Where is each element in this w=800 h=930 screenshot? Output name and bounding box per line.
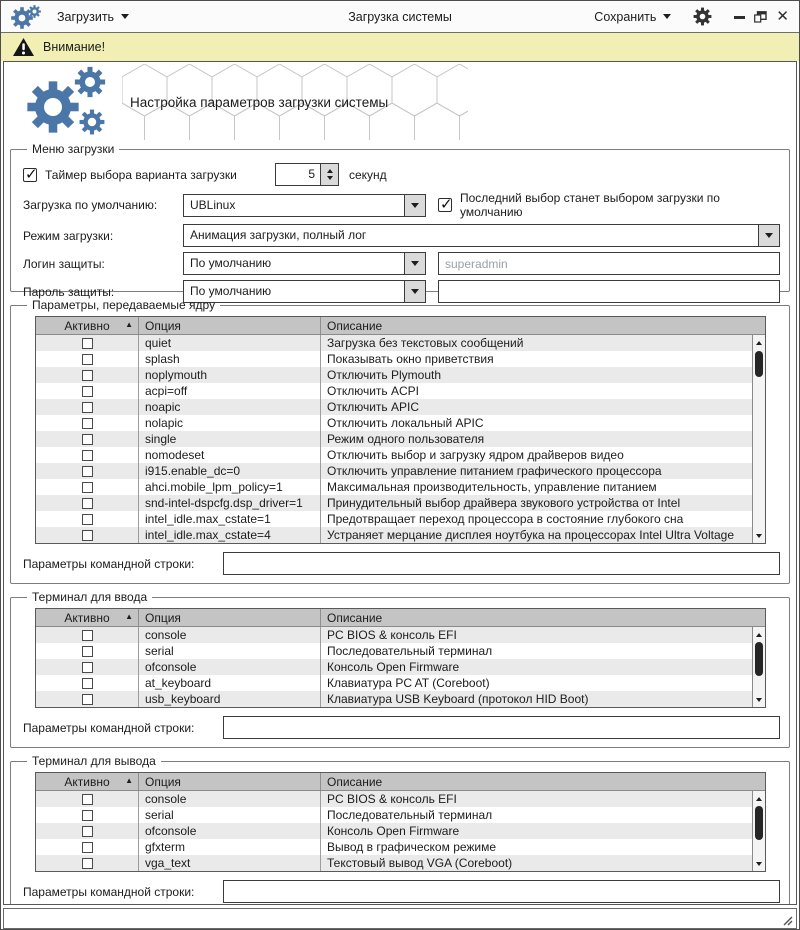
row-option: i915.enable_dc=0	[139, 463, 321, 479]
column-header-active[interactable]: Активно ▲	[36, 773, 139, 790]
sort-ascending-icon: ▲	[125, 320, 133, 329]
output-cmdline-input[interactable]	[223, 880, 780, 903]
row-description: Текстовый вывод VGA (Coreboot)	[327, 856, 513, 870]
app-logo-gears-icon	[11, 5, 41, 29]
last-choice-label: Последний выбор станет выбором загрузки по умолчанию	[460, 191, 720, 219]
output-terminal-table	[35, 772, 766, 872]
table-row[interactable]	[36, 791, 752, 807]
row-active-cell	[36, 415, 139, 431]
page-title: Настройка параметров загрузки системы	[130, 94, 389, 110]
row-active-cell	[36, 511, 139, 527]
row-checkbox[interactable]	[82, 354, 93, 365]
row-description: Режим одного пользователя	[327, 432, 485, 446]
row-option: serial	[139, 807, 321, 823]
scroll-up-icon[interactable]	[753, 336, 765, 349]
spinner-down-icon[interactable]	[327, 176, 333, 180]
row-description: Последовательный терминал	[327, 808, 493, 822]
table-row[interactable]	[36, 511, 752, 527]
combo-button[interactable]	[404, 195, 425, 216]
kernel-cmdline-row	[23, 552, 780, 575]
row-option: nolapic	[139, 415, 321, 431]
row-option: intel_idle.max_cstate=1	[139, 511, 321, 527]
row-option: serial	[139, 643, 321, 659]
row-description: Показывать окно приветствия	[327, 352, 494, 366]
row-option: single	[139, 431, 321, 447]
chevron-down-icon	[663, 14, 671, 19]
row-description: PC BIOS & консоль EFI	[327, 792, 457, 806]
boot-settings-gears-icon	[20, 65, 112, 139]
chevron-down-icon	[411, 289, 419, 294]
boot-mode-select[interactable]	[183, 224, 780, 247]
row-option: intel_idle.max_cstate=4	[139, 527, 321, 543]
table-row[interactable]	[36, 839, 752, 855]
row-checkbox[interactable]	[82, 402, 93, 413]
row-checkbox[interactable]	[82, 662, 93, 673]
table-row[interactable]	[36, 447, 752, 463]
chevron-down-icon	[121, 14, 129, 19]
row-active-cell	[36, 335, 139, 351]
boot-mode-row	[23, 224, 780, 247]
row-checkbox[interactable]	[82, 826, 93, 837]
table-row[interactable]	[36, 479, 752, 495]
chevron-down-icon	[765, 233, 773, 238]
spinner-up-icon[interactable]	[327, 169, 333, 173]
output-cmdline-label: Параметры командной строки:	[23, 884, 195, 899]
row-checkbox[interactable]	[82, 694, 93, 705]
row-checkbox[interactable]	[82, 450, 93, 461]
combo-button[interactable]	[404, 281, 425, 302]
row-checkbox[interactable]	[82, 530, 93, 541]
row-checkbox[interactable]	[82, 418, 93, 429]
timer-unit-label: секунд	[349, 167, 387, 182]
input-terminal-legend: Терминал для ввода	[32, 590, 148, 604]
login-mode-value: По умолчанию	[190, 256, 272, 270]
table-row[interactable]	[36, 431, 752, 447]
row-description: Устраняет мерцание дисплея ноутбука на процессорах Intel Ultra Voltage	[327, 528, 734, 542]
row-active-cell	[36, 823, 139, 839]
table-row[interactable]	[36, 627, 752, 643]
row-checkbox[interactable]	[82, 842, 93, 853]
table-row[interactable]	[36, 399, 752, 415]
column-header-description[interactable]: Описание	[327, 319, 383, 333]
vertical-scrollbar[interactable]	[752, 335, 765, 543]
boot-mode-label: Режим загрузки:	[23, 228, 114, 243]
default-boot-select[interactable]	[183, 194, 426, 217]
kernel-params-table	[35, 316, 766, 544]
window-title: Загрузка системы	[348, 9, 452, 24]
row-option: snd-intel-dspcfg.dsp_driver=1	[139, 495, 321, 511]
boot-menu-section	[10, 142, 790, 299]
input-cmdline-label: Параметры командной строки:	[23, 720, 195, 735]
row-active-cell	[36, 431, 139, 447]
password-mode-select[interactable]	[183, 280, 426, 303]
column-header-active[interactable]: Активно ▲	[36, 609, 139, 626]
scrollbar-thumb[interactable]	[755, 806, 763, 840]
row-description: Загрузка без текстовых сообщений	[327, 336, 524, 350]
row-active-cell	[36, 627, 139, 643]
input-terminal-table	[35, 608, 766, 708]
login-mode-select[interactable]	[183, 252, 426, 275]
input-terminal-section	[10, 590, 790, 748]
table-row[interactable]	[36, 823, 752, 839]
row-option: ahci.mobile_lpm_policy=1	[139, 479, 321, 495]
output-terminal-legend: Терминал для вывода	[32, 754, 156, 768]
table-header	[36, 609, 765, 627]
row-active-cell	[36, 807, 139, 823]
login-label: Логин защиты:	[23, 256, 105, 271]
table-row[interactable]	[36, 463, 752, 479]
row-checkbox[interactable]	[82, 630, 93, 641]
kernel-params-section	[10, 298, 790, 584]
row-description: Отключить управление питанием графического процессора	[327, 464, 662, 478]
row-active-cell	[36, 351, 139, 367]
sort-ascending-icon: ▲	[125, 776, 133, 785]
row-active-cell	[36, 643, 139, 659]
resize-grip-icon[interactable]	[780, 913, 793, 926]
timer-value: 5	[308, 167, 315, 181]
row-checkbox[interactable]	[82, 466, 93, 477]
table-row[interactable]	[36, 415, 752, 431]
login-row	[23, 252, 780, 275]
column-header-active[interactable]: Активно ▲	[36, 317, 139, 334]
table-row[interactable]	[36, 367, 752, 383]
row-option: console	[139, 627, 321, 643]
row-checkbox[interactable]	[82, 370, 93, 381]
row-option: acpi=off	[139, 383, 321, 399]
table-row[interactable]	[36, 351, 752, 367]
row-description: Консоль Open Firmware	[327, 824, 460, 838]
spinner-buttons[interactable]	[320, 164, 338, 185]
table-row[interactable]	[36, 807, 752, 823]
chevron-down-icon	[411, 203, 419, 208]
scroll-down-icon[interactable]	[753, 693, 765, 706]
timer-row	[23, 163, 780, 186]
row-checkbox[interactable]	[82, 678, 93, 689]
scroll-up-icon[interactable]	[753, 628, 765, 641]
row-active-cell	[36, 495, 139, 511]
row-active-cell	[36, 383, 139, 399]
minimize-icon[interactable]	[734, 16, 745, 19]
row-description: Клавиатура PC AT (Coreboot)	[327, 676, 490, 690]
row-checkbox[interactable]	[82, 498, 93, 509]
row-active-cell	[36, 527, 139, 543]
kernel-cmdline-label: Параметры командной строки:	[23, 556, 195, 571]
row-active-cell	[36, 791, 139, 807]
warning-banner	[1, 33, 799, 61]
row-option: ofconsole	[139, 823, 321, 839]
row-active-cell	[36, 675, 139, 691]
scroll-up-icon[interactable]	[753, 792, 765, 805]
row-active-cell	[36, 463, 139, 479]
content-panel	[3, 61, 797, 905]
boot-menu-legend: Меню загрузки	[32, 142, 115, 156]
row-description: PC BIOS & консоль EFI	[327, 628, 457, 642]
default-boot-row	[23, 191, 780, 219]
password-mode-value: По умолчанию	[190, 284, 272, 298]
settings-gear-icon[interactable]	[693, 7, 712, 26]
table-row[interactable]	[36, 691, 752, 707]
row-description: Отключить локальный APIC	[327, 416, 484, 430]
timer-checkbox[interactable]	[23, 168, 37, 182]
table-row[interactable]	[36, 659, 752, 675]
row-description: Отключить выбор и загрузку ядром драйверов видео	[327, 448, 624, 462]
row-option: vga_text	[139, 855, 321, 871]
load-button-label: Загрузить	[57, 9, 115, 24]
scroll-down-icon[interactable]	[753, 529, 765, 542]
password-label: Пароль защиты:	[23, 284, 115, 299]
combo-button[interactable]	[758, 225, 779, 246]
row-description: Последовательный терминал	[327, 644, 493, 658]
column-header-option[interactable]: Опция	[139, 317, 321, 334]
kernel-cmdline-input[interactable]	[223, 552, 780, 575]
row-option: quiet	[139, 335, 321, 351]
combo-button[interactable]	[404, 253, 425, 274]
scrollbar-thumb[interactable]	[755, 351, 763, 377]
table-row[interactable]	[36, 335, 752, 351]
row-description: Вывод в графическом режиме	[327, 840, 497, 854]
input-cmdline-input[interactable]	[223, 716, 780, 739]
warning-text: Внимание!	[43, 40, 106, 54]
vertical-scrollbar[interactable]	[752, 791, 765, 871]
output-cmdline-row	[23, 880, 780, 903]
row-description: Отключить APIC	[327, 400, 419, 414]
input-cmdline-row	[23, 716, 780, 739]
window-controls	[734, 9, 789, 24]
row-active-cell	[36, 855, 139, 871]
row-checkbox[interactable]	[82, 810, 93, 821]
output-terminal-section	[10, 754, 790, 905]
boot-mode-value: Анимация загрузки, полный лог	[190, 228, 367, 242]
save-button[interactable]	[588, 6, 677, 28]
scroll-down-icon[interactable]	[753, 857, 765, 870]
sort-ascending-icon: ▲	[125, 612, 133, 621]
column-header-description[interactable]: Описание	[327, 775, 383, 789]
default-boot-label: Загрузка по умолчанию:	[23, 198, 158, 212]
row-checkbox[interactable]	[82, 794, 93, 805]
table-header	[36, 773, 765, 791]
row-description: Консоль Open Firmware	[327, 660, 460, 674]
kernel-params-legend: Параметры, передаваемые ядру	[32, 298, 216, 312]
table-header	[36, 317, 765, 335]
table-row[interactable]	[36, 855, 752, 871]
top-toolbar	[1, 1, 799, 33]
row-option: at_keyboard	[139, 675, 321, 691]
row-active-cell	[36, 839, 139, 855]
row-checkbox[interactable]	[82, 434, 93, 445]
column-header-option[interactable]: Опция	[139, 609, 321, 626]
timer-spinner[interactable]	[275, 163, 339, 186]
table-row[interactable]	[36, 383, 752, 399]
password-input[interactable]	[438, 280, 780, 303]
row-active-cell	[36, 659, 139, 675]
table-row[interactable]	[36, 643, 752, 659]
vertical-scrollbar[interactable]	[752, 627, 765, 707]
status-bar	[3, 908, 797, 929]
close-icon[interactable]: ✕	[776, 8, 789, 25]
row-active-cell	[36, 479, 139, 495]
row-checkbox[interactable]	[82, 482, 93, 493]
table-row[interactable]	[36, 527, 752, 543]
chevron-down-icon	[411, 261, 419, 266]
save-button-label: Сохранить	[594, 9, 657, 24]
row-active-cell	[36, 691, 139, 707]
row-active-cell	[36, 399, 139, 415]
maximize-icon[interactable]	[754, 11, 767, 23]
row-option: gfxterm	[139, 839, 321, 855]
row-description: Максимальная производительность, управление питанием	[327, 480, 657, 494]
row-checkbox[interactable]	[82, 858, 93, 869]
default-boot-value: UBLinux	[190, 197, 236, 212]
last-choice-checkbox[interactable]	[438, 198, 452, 212]
row-option: noplymouth	[139, 367, 321, 383]
row-option: noapic	[139, 399, 321, 415]
row-option: usb_keyboard	[139, 691, 321, 707]
row-description: Отключить Plymouth	[327, 368, 442, 382]
load-button[interactable]	[51, 6, 135, 28]
row-checkbox[interactable]	[82, 514, 93, 525]
row-description: Отключить ACPI	[327, 384, 419, 398]
table-row[interactable]	[36, 675, 752, 691]
row-description: Принудительный выбор драйвера звукового устройства от Intel	[327, 496, 681, 510]
warning-triangle-icon	[13, 38, 34, 56]
row-option: console	[139, 791, 321, 807]
table-row[interactable]	[36, 495, 752, 511]
column-header-option[interactable]: Опция	[139, 773, 321, 790]
row-option: nomodeset	[139, 447, 321, 463]
row-active-cell	[36, 447, 139, 463]
page-header	[4, 62, 796, 142]
row-checkbox[interactable]	[82, 386, 93, 397]
row-description: Клавиатура USB Keyboard (протокол HID Boot)	[327, 692, 589, 706]
row-description: Предотвращает переход процессора в состояние глубокого сна	[327, 512, 684, 526]
row-option: ofconsole	[139, 659, 321, 675]
scrollbar-thumb[interactable]	[755, 642, 763, 676]
row-option: splash	[139, 351, 321, 367]
row-active-cell	[36, 367, 139, 383]
row-checkbox[interactable]	[82, 338, 93, 349]
column-header-description[interactable]: Описание	[327, 611, 383, 625]
row-checkbox[interactable]	[82, 646, 93, 657]
login-input[interactable]	[438, 252, 780, 275]
timer-label: Таймер выбора варианта загрузки	[45, 167, 237, 182]
